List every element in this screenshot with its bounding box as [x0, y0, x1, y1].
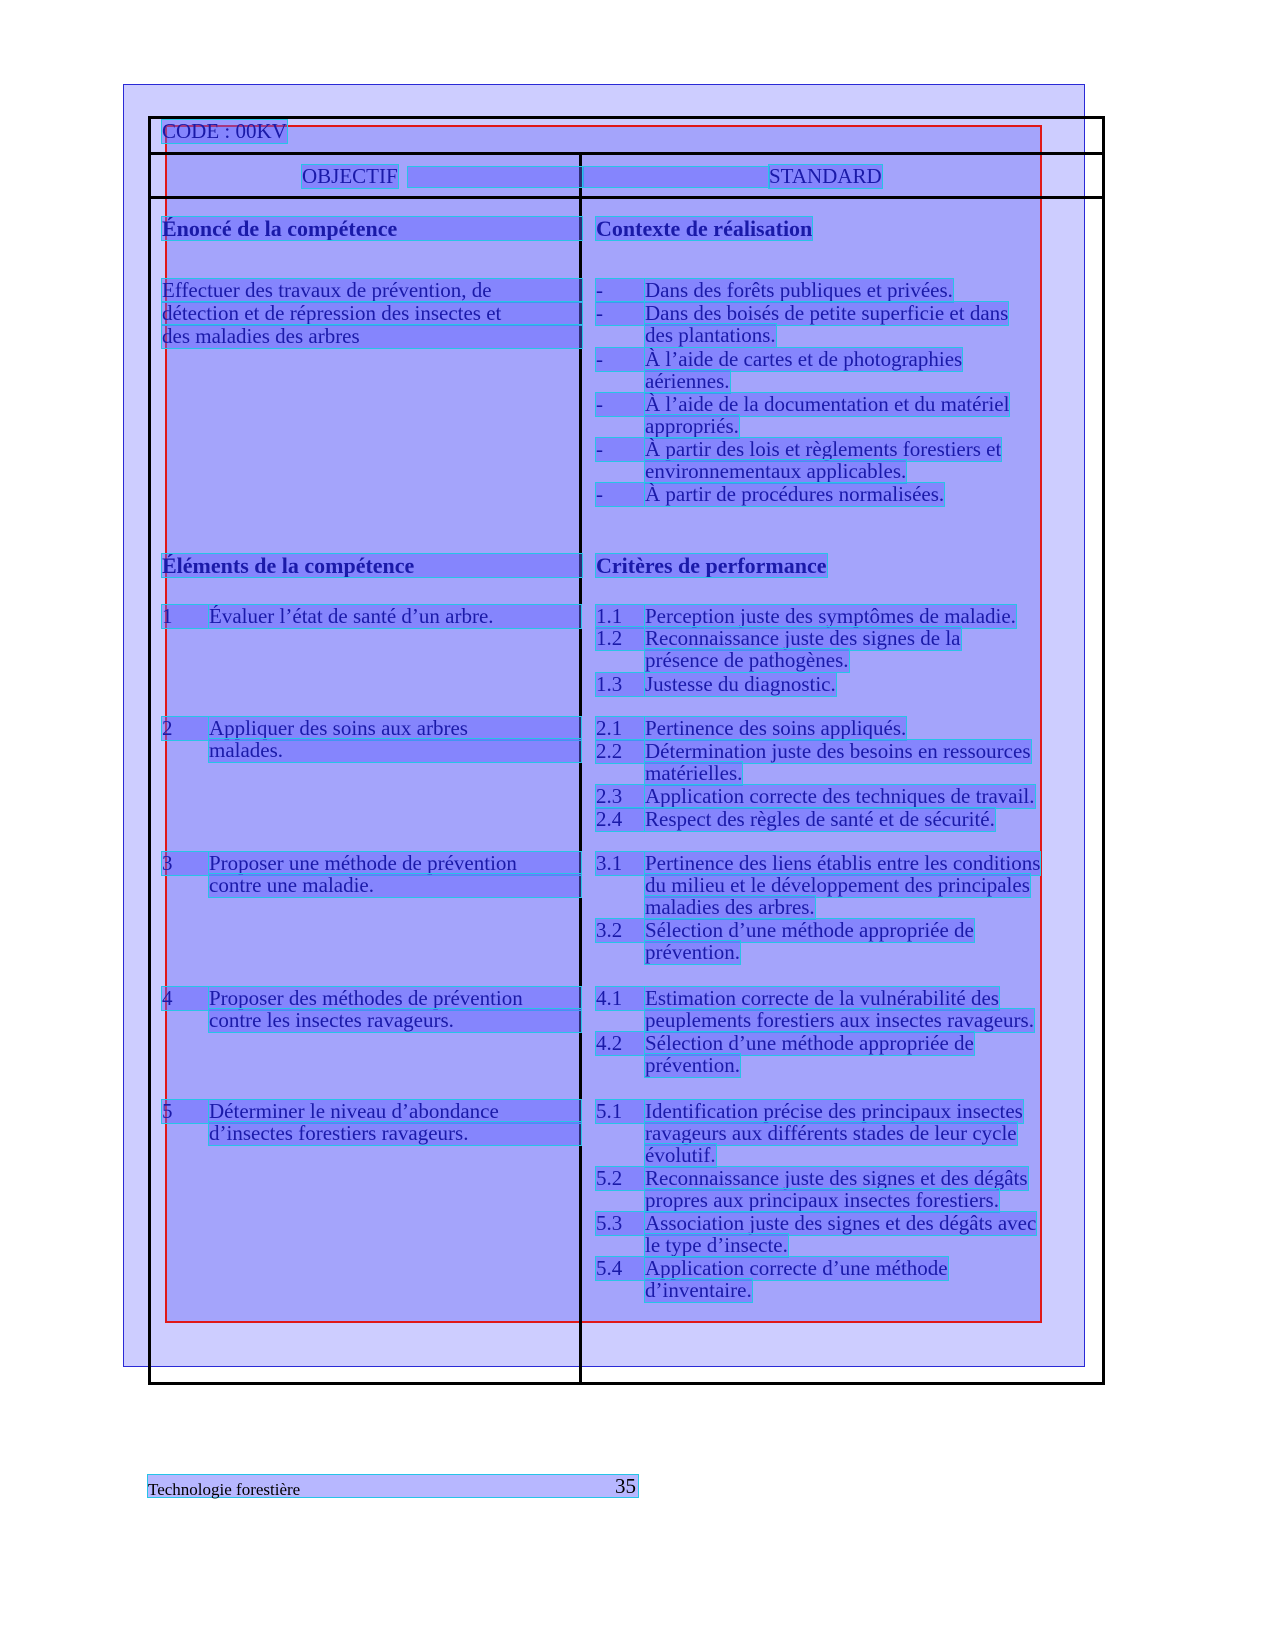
element-number: 4 [162, 987, 208, 1010]
contexte-line: environnementaux applicables. [645, 459, 907, 483]
element-number: 5 [162, 1100, 208, 1123]
contexte-line: Dans des boisés de petite superficie et dans [645, 301, 1009, 325]
contexte-line: À partir des lois et règlements forestiers et [645, 437, 1002, 461]
critere-line: Application correcte d’une méthode [645, 1256, 948, 1280]
enonce-line: des maladies des arbres [162, 325, 582, 348]
table-rule-header [148, 196, 1105, 199]
table-border-top [148, 116, 1105, 119]
contexte-bullet: - [596, 348, 644, 371]
critere-line: Estimation correcte de la vulnérabilité des [645, 986, 999, 1010]
critere-number: 2.3 [596, 785, 644, 808]
element-number: 2 [162, 717, 208, 740]
criteres-title: Critères de performance [596, 553, 827, 578]
critere-line: Perception juste des symptômes de maladie. [645, 604, 1016, 628]
table-border-left [148, 116, 151, 1385]
element-line: Appliquer des soins aux arbres [209, 717, 581, 740]
critere-number: 1.3 [596, 673, 644, 696]
critere-line: propres aux principaux insectes forestiers. [645, 1188, 999, 1212]
header-standard: STANDARD [769, 164, 882, 188]
critere-number: 2.2 [596, 740, 644, 763]
contexte-bullet: - [596, 438, 644, 461]
elements-title: Éléments de la compétence [162, 554, 582, 577]
contexte-bullet: - [596, 393, 644, 416]
critere-number: 1.2 [596, 627, 644, 650]
critere-line: Identification précise des principaux insectes [645, 1099, 1023, 1123]
footer-label: Technologie forestière [148, 1480, 301, 1499]
element-line: contre une maladie. [209, 874, 581, 897]
element-number: 1 [162, 605, 208, 628]
critere-number: 3.2 [596, 919, 644, 942]
contexte-line: À l’aide de la documentation et du matériel [645, 392, 1010, 416]
critere-line: peuplements forestiers aux insectes ravageurs. [645, 1008, 1034, 1032]
contexte-line: Dans des forêts publiques et privées. [645, 278, 953, 302]
header-connector [408, 167, 583, 187]
critere-line: prévention. [645, 940, 741, 964]
critere-line: Justesse du diagnostic. [645, 672, 836, 696]
critere-line: maladies des arbres. [645, 895, 815, 919]
critere-line: Sélection d’une méthode appropriée de [645, 918, 974, 942]
critere-line: Sélection d’une méthode appropriée de [645, 1031, 974, 1055]
contexte-line: À partir de procédures normalisées. [645, 482, 945, 506]
critere-line: évolutif. [645, 1143, 716, 1167]
element-line: contre les insectes ravageurs. [209, 1009, 581, 1032]
contexte-bullet: - [596, 483, 644, 506]
enonce-line: Effectuer des travaux de prévention, de [162, 279, 582, 302]
element-line: Proposer des méthodes de prévention [209, 987, 581, 1010]
enonce-line: détection et de répression des insectes et [162, 302, 582, 325]
critere-line: Respect des règles de santé et de sécurité. [645, 807, 995, 831]
critere-number: 1.1 [596, 605, 644, 628]
critere-number: 2.1 [596, 717, 644, 740]
element-number: 3 [162, 852, 208, 875]
critere-line: présence de pathogènes. [645, 648, 849, 672]
critere-line: Pertinence des soins appliqués. [645, 716, 907, 740]
table-border-right [1102, 116, 1105, 1385]
element-line: Déterminer le niveau d’abondance [209, 1100, 581, 1123]
critere-number: 2.4 [596, 808, 644, 831]
element-line: Évaluer l’état de santé d’un arbre. [209, 605, 581, 628]
critere-number: 5.3 [596, 1212, 644, 1235]
critere-number: 5.4 [596, 1257, 644, 1280]
critere-line: Reconnaissance juste des signes de la [645, 626, 961, 650]
critere-number: 3.1 [596, 852, 644, 875]
contexte-line: aériennes. [645, 369, 730, 393]
contexte-line: des plantations. [645, 323, 776, 347]
critere-line: ravageurs aux différents stades de leur cycle [645, 1121, 1017, 1145]
header-objectif: OBJECTIF [302, 164, 398, 188]
contexte-bullet: - [596, 279, 644, 302]
critere-line: le type d’insecte. [645, 1233, 788, 1257]
element-line: d’insectes forestiers ravageurs. [209, 1122, 581, 1145]
critere-line: Association juste des signes et des dégâts avec [645, 1211, 1037, 1235]
contexte-line: À l’aide de cartes et de photographies [645, 347, 963, 371]
contexte-title: Contexte de réalisation [596, 216, 813, 241]
critere-number: 5.2 [596, 1167, 644, 1190]
critere-number: 4.1 [596, 987, 644, 1010]
enonce-title: Énoncé de la compétence [162, 217, 582, 240]
critere-number: 4.2 [596, 1032, 644, 1055]
contexte-line: appropriés. [645, 414, 739, 438]
critere-line: Application correcte des techniques de travail. [645, 784, 1035, 808]
critere-line: du milieu et le développement des principales [645, 873, 1030, 897]
critere-line: Reconnaissance juste des signes et des dégâts [645, 1166, 1028, 1190]
critere-line: Détermination juste des besoins en ressources [645, 739, 1031, 763]
code-label: CODE : 00KV [162, 119, 287, 143]
critere-line: Pertinence des liens établis entre les conditions [645, 851, 1041, 875]
footer-page-number: 35 [615, 1474, 636, 1498]
table-rule-code [148, 152, 1105, 155]
contexte-bullet: - [596, 302, 644, 325]
element-line: malades. [209, 739, 581, 762]
header-connector-right [583, 167, 769, 187]
critere-line: prévention. [645, 1053, 741, 1077]
critere-number: 5.1 [596, 1100, 644, 1123]
table-border-bottom [148, 1382, 1105, 1385]
critere-line: d’inventaire. [645, 1278, 752, 1302]
element-line: Proposer une méthode de prévention [209, 852, 581, 875]
critere-line: matérielles. [645, 761, 743, 785]
